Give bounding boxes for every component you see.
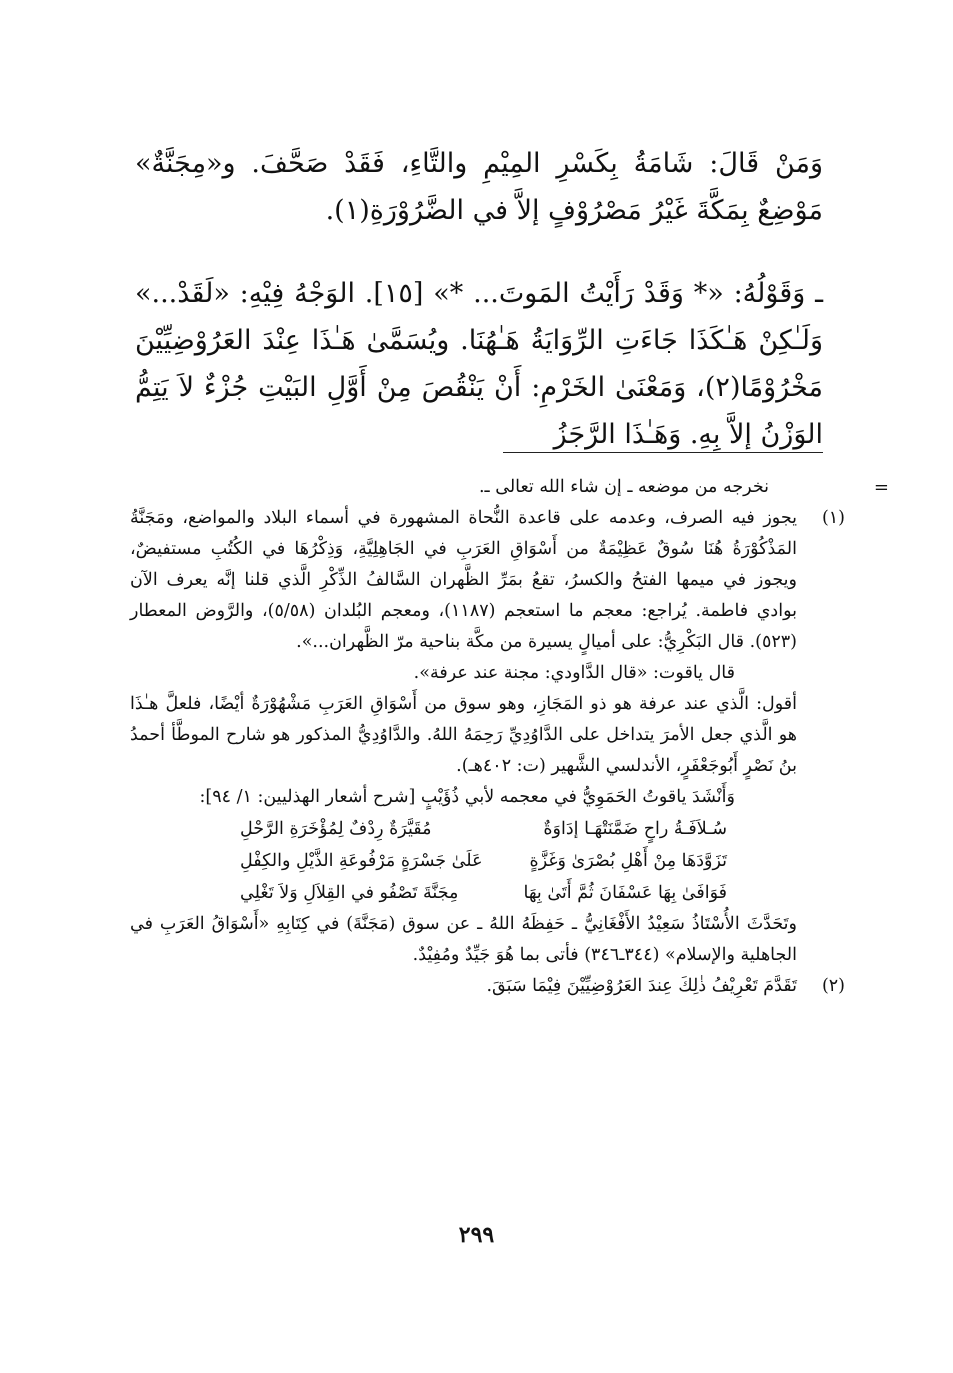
footnote-1 xyxy=(130,503,845,971)
footnote-text: تَقَدَّمَ تَعْرِيْفُ ذٰلِكَ عِندَ العَرُوْضِيِّيْنَ فِيْمَا سَبَقَ. xyxy=(486,976,797,996)
poem-verse xyxy=(240,813,727,845)
footnote-paragraph: وتَحَدَّثَ الأُسْتَاذُ سَعِيْدُ الأَفْغَانِيُّ ـ حَفِظَهُ اللهُ ـ عن سوق (مَجَنَّةَ) في كِتَابِهِ «أَسْوَاقُ العَرَبِ في الجاهلية والإسلام» (٣٤٤ـ٣٤٦) فأتى بما هُوَ جَيِّدٌ ومُفِيْدٌ. xyxy=(130,914,797,965)
main-text-block xyxy=(135,140,823,458)
poem-verse xyxy=(240,845,727,877)
poem-verse xyxy=(240,877,727,909)
verse-hemistich-left: مِجَنَّةَ تَصْفُو في القِلاَلِ وَلاَ تَغْلِي xyxy=(240,883,459,903)
footnote-2 xyxy=(130,971,845,1002)
footnote-text: يجوز فيه الصرف، وعدمه على قاعدة النُّحاة المشهورة في أسماء البلاد والمواضع، ومَجَنَّةُ المَذْكُوْرَةُ هُنَا سُوقٌ عَظِيْمَةٌ من أَسْوَاقِ العَرَبِ في الجَاهِلِيَّةِ، وَذِكْرُهَا في الكُتُبِ مستفيضٌ، ويجوز في ميمها الفتحُ والكسرُ، تقعُ بمَرِّ الظَّهران السَّالفُ الذِّكْرِ الَّذي قلنا إنَّه يعرف الآن بوادي فاطمة. يُراجع: معجم ما استعجم (١١٨٧)، ومعجم البُلدان (٥/٥٨)، والرَّوض المعطار (٥٢٣). قال البَكْرِيُّ: على أميالٍ يسيرة من مكَّة بناحية مرّ الظَّهران...». xyxy=(130,508,797,652)
footnotes-block xyxy=(130,472,889,1002)
footnote-number: (٢) xyxy=(821,976,845,996)
main-paragraph: وَمَنْ قَالَ: شَامَةُ بِكَسْرِ المِيْمِ والتَّاءِ، فَقَدْ صَحَّفَ. و«مِجَنَّةٌ» مَوْضِعٌ بِمَكَّةَ غَيْرُ مَصْرُوْفٍ إلاَّ في الضَّرُوْرَةِ(١). xyxy=(135,148,823,226)
footnote-separator xyxy=(503,452,823,453)
poem-verses xyxy=(130,813,797,909)
footnote-paragraph: أقول: الَّذي عند عرفة هو ذو المَجَازِ، وهو سوق من أَسْوَاقِ العَرَبِ مَشْهُوْرَةٌ أيْضًا، فلعلَّ هـٰذَا هو الَّذي جعل الأمرَ يتداخل على الدَّاوُدِيِّ رَحِمَهُ اللهُ. والدَّاوُدِيُّ المذكور هو شارح الموطَّأ أحمدُ بنُ نَصْرٍ أَبُوجَعْفَرٍ، الأندلسي الشَّهير (ت: ٤٠٢هـ). xyxy=(130,694,797,776)
verse-hemistich-left: مُقَيَّرَةٌ رِدْفٌ لِمُؤْخَرَةِ الرَّحْلِ xyxy=(240,819,432,839)
verse-hemistich-left: عَلَىٰ جَسْرَةٍ مَرْفُوعَةِ الذَّيْلِ والكِفْلِ xyxy=(240,851,483,871)
footnote-continuation: نخرجه من موضعه ـ إن شاء الله تعالى ـ. xyxy=(478,477,769,497)
verse-hemistich-right: سُـلاَفَـةُ راحٍ ضَمَّنَتْهَـا إدَاوَةٌ xyxy=(543,819,727,839)
continuation-marker: = xyxy=(873,477,889,498)
page-number: ٢٩٩ xyxy=(458,1222,495,1248)
verse-hemistich-right: تَزَوَّدَهَا مِنْ أَهْلِ بُصْرَىٰ وَغَزَّةٍ xyxy=(529,851,727,871)
footnote-quote: قال ياقوت: «قال الدَّاودي: مجنة عند عرفة». xyxy=(413,663,735,683)
footnote-number: (١) xyxy=(821,508,845,528)
main-paragraph: ـ وَقَوْلُهُ: «* وَقَدْ رَأَيْتُ المَوتَ... *» [١٥]. الوَجْهُ فِيْهِ: «لَقَدْ...» وَلَـٰكِنْ هَـٰكَذَا جَاءَتِ الرِّوَايَةُ هَـٰهُنَا. ويُسَمَّىٰ هَـٰذَا عِنْدَ العَرُوْضِيِّيْنَ مَخْرُوْمًا(٢)، وَمَعْنَىٰ الخَرْمِ: أَنْ يَنْقُصَ مِنْ أَوَّلِ البَيْتِ جُزْءٌ لاَ يَتِمُّ الوَزْنُ إلاَّ بِهِ. وَهَـٰذَا الرَّجَزُ xyxy=(135,278,823,450)
footnote-paragraph: وَأَنْشَدَ ياقوتُ الحَمَوِيُّ في معجمه لأبي ذُؤَيْبٍ [شرح أشعار الهذليين: ١/ ٩٤]: xyxy=(199,787,735,807)
verse-hemistich-right: فَوَافَىٰ بِهَا عَسْفَانَ ثُمَّ أَتَىٰ بِهَا xyxy=(523,883,727,903)
